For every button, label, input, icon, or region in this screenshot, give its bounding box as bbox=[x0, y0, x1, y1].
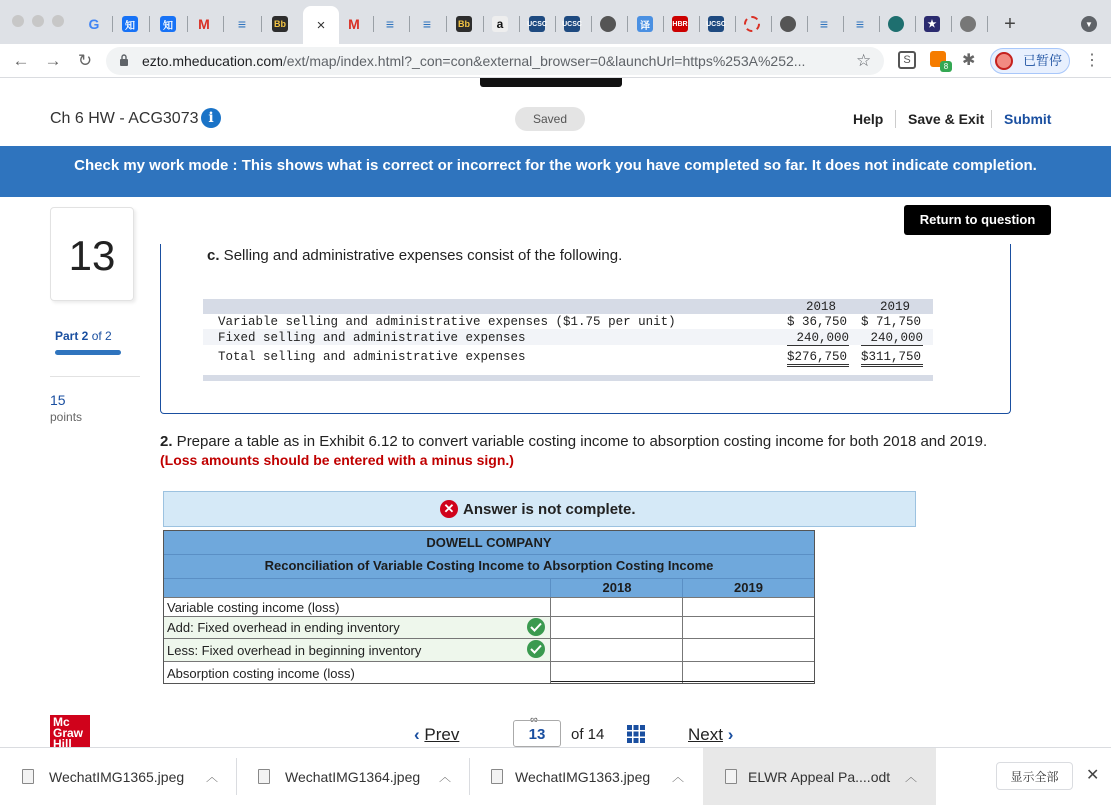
prev-label: Prev bbox=[424, 725, 460, 744]
tab-amazon[interactable] bbox=[486, 8, 514, 40]
input-add-overhead-2018[interactable] bbox=[554, 619, 679, 636]
profile-button[interactable] bbox=[990, 48, 1070, 74]
input-absorption-income-2019[interactable] bbox=[686, 664, 811, 679]
exhibit-intro-text: Selling and administrative expenses consist of the following. bbox=[219, 247, 623, 264]
back-arrow-icon[interactable]: ← bbox=[12, 51, 30, 70]
row-divider bbox=[164, 597, 814, 598]
row-divider bbox=[164, 638, 814, 639]
tab-divider bbox=[187, 16, 188, 32]
tab-divider bbox=[807, 16, 808, 32]
next-button[interactable] bbox=[688, 725, 733, 745]
tab-divider bbox=[699, 16, 700, 32]
reconciliation-table bbox=[163, 530, 815, 684]
tab-divider bbox=[771, 16, 772, 32]
hbr-icon: HBR bbox=[672, 16, 688, 32]
saved-status-badge: Saved bbox=[515, 107, 585, 131]
tab-divider bbox=[373, 16, 374, 32]
info-icon[interactable]: i bbox=[201, 108, 221, 128]
tab-globe-1[interactable] bbox=[594, 8, 622, 40]
page-total: of 14 bbox=[571, 726, 605, 743]
profile-status: 已暂停 bbox=[1023, 53, 1063, 68]
rail-divider bbox=[50, 376, 140, 377]
submit-link[interactable]: Submit bbox=[1004, 111, 1052, 127]
header-divider bbox=[550, 578, 551, 597]
help-link[interactable]: Help bbox=[853, 111, 884, 127]
loading-ring-icon bbox=[744, 16, 760, 32]
tab-divider bbox=[483, 16, 484, 32]
table-footer-band bbox=[203, 375, 933, 381]
stack-icon: ≡ bbox=[237, 16, 247, 32]
tab-zhihu-1[interactable] bbox=[116, 8, 144, 40]
question-instruction: (Loss amounts should be entered with a minus sign.) bbox=[160, 452, 514, 468]
bookmark-star-icon[interactable]: ☆ bbox=[856, 51, 872, 70]
tab-blackboard-1[interactable] bbox=[266, 8, 294, 40]
row-label-absorption-income: Absorption costing income (loss) bbox=[167, 666, 355, 681]
tab-doc-4[interactable] bbox=[810, 8, 838, 40]
browser-toolbar bbox=[0, 44, 1111, 78]
part-indicator bbox=[55, 329, 112, 343]
tab-ucsc-1[interactable] bbox=[523, 8, 551, 40]
tab-divider bbox=[627, 16, 628, 32]
question-number: 13 bbox=[68, 232, 116, 279]
stack-icon: ≡ bbox=[819, 16, 829, 32]
tab-blackboard-2[interactable] bbox=[450, 8, 478, 40]
tab-gmail-2[interactable] bbox=[340, 8, 368, 40]
tab-divider bbox=[735, 16, 736, 32]
puzzle-icon[interactable]: ✱ bbox=[962, 52, 976, 69]
row-label-add-fixed-overhead: Add: Fixed overhead in ending inventory bbox=[167, 620, 400, 635]
stack-icon: ≡ bbox=[422, 16, 432, 32]
browser-tab-strip bbox=[0, 0, 1111, 44]
ucsc-icon: UCSC bbox=[708, 16, 724, 32]
error-x-icon: ✕ bbox=[440, 500, 458, 518]
show-all-downloads-button[interactable]: 显示全部 bbox=[996, 762, 1073, 790]
url-path: /ext/map/index.html?_con=con&external_browser=0&launchUrl=https%253A%252... bbox=[282, 53, 806, 69]
header-divider bbox=[895, 110, 896, 128]
year-header-row bbox=[164, 578, 814, 597]
tab-doc-5[interactable] bbox=[846, 8, 874, 40]
exhibit-cell-2019: $ 71,750 bbox=[861, 315, 922, 329]
close-icon[interactable]: × bbox=[316, 16, 326, 34]
reload-icon[interactable]: ↻ bbox=[77, 51, 93, 70]
downloads-bar bbox=[0, 747, 1111, 804]
year-2018-header: 2018 bbox=[806, 300, 837, 314]
window-zoom-dot[interactable] bbox=[52, 15, 64, 27]
row-label-variable-income: Variable costing income (loss) bbox=[167, 600, 340, 615]
tab-zhihu-2[interactable] bbox=[154, 8, 182, 40]
row-divider bbox=[164, 616, 814, 617]
extension-badge: 8 bbox=[940, 61, 952, 72]
blackboard-icon: Bb bbox=[456, 16, 472, 32]
save-exit-link[interactable]: Save & Exit bbox=[908, 111, 985, 127]
amazon-icon: a bbox=[492, 16, 508, 32]
tab-gmail-1[interactable] bbox=[190, 8, 218, 40]
chevron-up-icon[interactable]: ︿ bbox=[905, 770, 918, 784]
input-variable-income-2018[interactable] bbox=[554, 599, 679, 614]
tab-hbr[interactable] bbox=[666, 8, 694, 40]
check-icon bbox=[527, 618, 545, 636]
tab-chrome[interactable] bbox=[954, 8, 982, 40]
url-text[interactable] bbox=[142, 53, 852, 69]
stack-icon: ≡ bbox=[855, 16, 865, 32]
tab-divider bbox=[409, 16, 410, 32]
tab-active-ezto[interactable] bbox=[303, 6, 339, 44]
input-less-overhead-2019[interactable] bbox=[686, 641, 811, 659]
stack-icon: ≡ bbox=[385, 16, 395, 32]
translate-icon: 译 bbox=[637, 16, 653, 32]
exhibit-row-label: Total selling and administrative expenses bbox=[218, 350, 526, 364]
question-number-label: 2. bbox=[160, 433, 173, 450]
total-underline bbox=[551, 681, 814, 682]
tab-doc-2[interactable] bbox=[376, 8, 404, 40]
selling-admin-expenses-table bbox=[203, 299, 933, 381]
google-icon: G bbox=[88, 16, 100, 32]
new-tab-button[interactable]: + bbox=[1004, 12, 1016, 35]
check-icon bbox=[527, 640, 545, 658]
exhibit-cell-2018: $276,750 bbox=[787, 350, 849, 367]
tab-divider bbox=[879, 16, 880, 32]
answer-status-box bbox=[163, 491, 916, 527]
col-2019-header: 2019 bbox=[734, 580, 763, 595]
tab-divider bbox=[591, 16, 592, 32]
ucsc-icon: UCSC bbox=[529, 16, 545, 32]
forward-arrow-icon[interactable]: → bbox=[44, 51, 62, 70]
part-progress-bar bbox=[55, 350, 121, 355]
header-divider bbox=[164, 578, 814, 579]
close-icon[interactable]: ✕ bbox=[1086, 767, 1100, 784]
exhibit-cell-2019: 240,000 bbox=[861, 331, 923, 346]
hidden-toolbar-peek bbox=[480, 78, 622, 87]
input-variable-income-2019[interactable] bbox=[686, 599, 811, 614]
download-item[interactable] bbox=[469, 748, 702, 805]
return-to-question-button[interactable]: Return to question bbox=[904, 205, 1051, 235]
assignment-header bbox=[0, 78, 1111, 146]
row-label-less-fixed-overhead: Less: Fixed overhead in beginning inventory bbox=[167, 643, 422, 658]
tab-doc-3[interactable] bbox=[413, 8, 441, 40]
extension-s-icon[interactable]: S bbox=[898, 51, 916, 69]
chevron-right-icon: › bbox=[727, 725, 734, 744]
tab-star[interactable] bbox=[918, 8, 946, 40]
tab-divider bbox=[223, 16, 224, 32]
tab-divider bbox=[843, 16, 844, 32]
window-close-dot[interactable] bbox=[12, 15, 24, 27]
header-divider bbox=[991, 110, 992, 128]
download-filename: WechatIMG1364.jpeg bbox=[285, 769, 421, 785]
star-badge-icon: ★ bbox=[924, 16, 940, 32]
col-2018-header: 2018 bbox=[602, 580, 632, 595]
exhibit-cell-2018: $ 36,750 bbox=[787, 315, 848, 329]
circle-logo-icon bbox=[888, 16, 904, 32]
tab-translate[interactable] bbox=[631, 8, 659, 40]
tab-divider bbox=[112, 16, 113, 32]
tab-divider bbox=[915, 16, 916, 32]
download-filename: WechatIMG1365.jpeg bbox=[49, 769, 185, 785]
image-file-icon bbox=[22, 769, 34, 784]
tab-divider bbox=[951, 16, 952, 32]
exhibit-row-label: Variable selling and administrative expenses ($1.75 per unit) bbox=[218, 315, 676, 329]
input-less-overhead-2018[interactable] bbox=[554, 641, 679, 659]
exhibit-row-label: Fixed selling and administrative expenses bbox=[218, 331, 526, 345]
points-value: 15 bbox=[50, 392, 66, 408]
table-title-row: Reconciliation of Variable Costing Income to Absorption Costing Income bbox=[164, 554, 814, 578]
chevron-up-icon[interactable]: ︿ bbox=[439, 770, 452, 784]
year-2019-header: 2019 bbox=[880, 300, 911, 314]
zhihu-icon: 知 bbox=[160, 16, 176, 32]
part-total: of 2 bbox=[91, 329, 112, 343]
tab-globe-2[interactable] bbox=[774, 8, 802, 40]
window-minimize-dot[interactable] bbox=[32, 15, 44, 27]
address-bar[interactable] bbox=[106, 47, 884, 75]
exhibit-intro bbox=[207, 247, 622, 264]
zhihu-icon: 知 bbox=[122, 16, 138, 32]
lock-icon bbox=[119, 54, 129, 66]
exhibit-cell-2018: 240,000 bbox=[787, 331, 849, 346]
tab-divider bbox=[261, 16, 262, 32]
tab-loading[interactable] bbox=[738, 8, 766, 40]
row-divider bbox=[164, 661, 814, 662]
points-label: points bbox=[50, 410, 83, 424]
header-divider bbox=[164, 554, 814, 555]
chevron-down-icon: ▼ bbox=[1081, 16, 1097, 32]
avatar bbox=[995, 52, 1013, 70]
tab-doc-1[interactable] bbox=[228, 8, 256, 40]
column-divider bbox=[682, 597, 683, 683]
document-file-icon bbox=[725, 769, 737, 784]
tab-circle[interactable] bbox=[882, 8, 910, 40]
input-absorption-income-2018[interactable] bbox=[554, 664, 679, 679]
tab-ucsc-3[interactable] bbox=[702, 8, 730, 40]
download-item[interactable] bbox=[236, 748, 469, 805]
globe-icon bbox=[600, 16, 616, 32]
chrome-icon bbox=[960, 16, 976, 32]
tab-divider bbox=[519, 16, 520, 32]
tab-divider bbox=[555, 16, 556, 32]
check-my-work-banner: Check my work mode : This shows what is correct or incorrect for the work you have completed so far. It does not indicate completion. bbox=[0, 146, 1111, 197]
answer-status-text: Answer is not complete. bbox=[463, 501, 636, 518]
gmail-icon: M bbox=[198, 16, 210, 32]
question-prompt bbox=[160, 433, 987, 450]
company-name-row: DOWELL COMPANY bbox=[164, 531, 814, 554]
grid-icon[interactable] bbox=[627, 725, 645, 743]
tab-google[interactable] bbox=[80, 8, 108, 40]
blackboard-icon: Bb bbox=[272, 16, 288, 32]
download-filename: ELWR Appeal Pa....odt bbox=[748, 769, 891, 785]
tab-divider bbox=[663, 16, 664, 32]
globe-icon bbox=[780, 16, 796, 32]
input-add-overhead-2019[interactable] bbox=[686, 619, 811, 636]
assignment-title: Ch 6 HW - ACG3073 bbox=[50, 110, 199, 127]
download-item[interactable] bbox=[0, 748, 236, 805]
exhibit-cell-2019: $311,750 bbox=[861, 350, 923, 367]
download-filename: WechatIMG1363.jpeg bbox=[515, 769, 651, 785]
url-host: ezto.mheducation.com bbox=[142, 53, 283, 69]
mcgraw-hill-logo: Mc Graw Hill bbox=[50, 715, 90, 747]
tab-ucsc-2[interactable] bbox=[558, 8, 586, 40]
ucsc-icon: UCSC bbox=[564, 16, 580, 32]
image-file-icon bbox=[491, 769, 503, 784]
question-text: Prepare a table as in Exhibit 6.12 to convert variable costing income to absorption costing income for both 2018 and 2019. bbox=[172, 433, 988, 450]
chevron-up-icon[interactable]: ︿ bbox=[206, 770, 219, 784]
part-current: Part 2 bbox=[55, 329, 89, 343]
chevron-left-icon: ‹ bbox=[414, 725, 420, 744]
exhibit-intro-letter: c. bbox=[207, 247, 220, 264]
tab-divider bbox=[987, 16, 988, 32]
prev-button[interactable] bbox=[414, 725, 459, 745]
link-icon: ∞ bbox=[530, 714, 538, 726]
image-file-icon bbox=[258, 769, 270, 784]
download-item-hovered[interactable] bbox=[703, 748, 936, 805]
question-number-box bbox=[50, 207, 134, 301]
current-page[interactable]: 13 bbox=[513, 720, 561, 747]
kebab-menu-icon[interactable]: ⋮ bbox=[1084, 52, 1100, 69]
tab-search-dropdown[interactable] bbox=[1075, 8, 1103, 40]
column-divider bbox=[550, 597, 551, 683]
chevron-up-icon[interactable]: ︿ bbox=[672, 770, 685, 784]
tab-divider bbox=[446, 16, 447, 32]
gmail-icon: M bbox=[348, 16, 360, 32]
tab-divider bbox=[149, 16, 150, 32]
next-label: Next bbox=[688, 725, 723, 744]
header-divider bbox=[682, 578, 683, 597]
